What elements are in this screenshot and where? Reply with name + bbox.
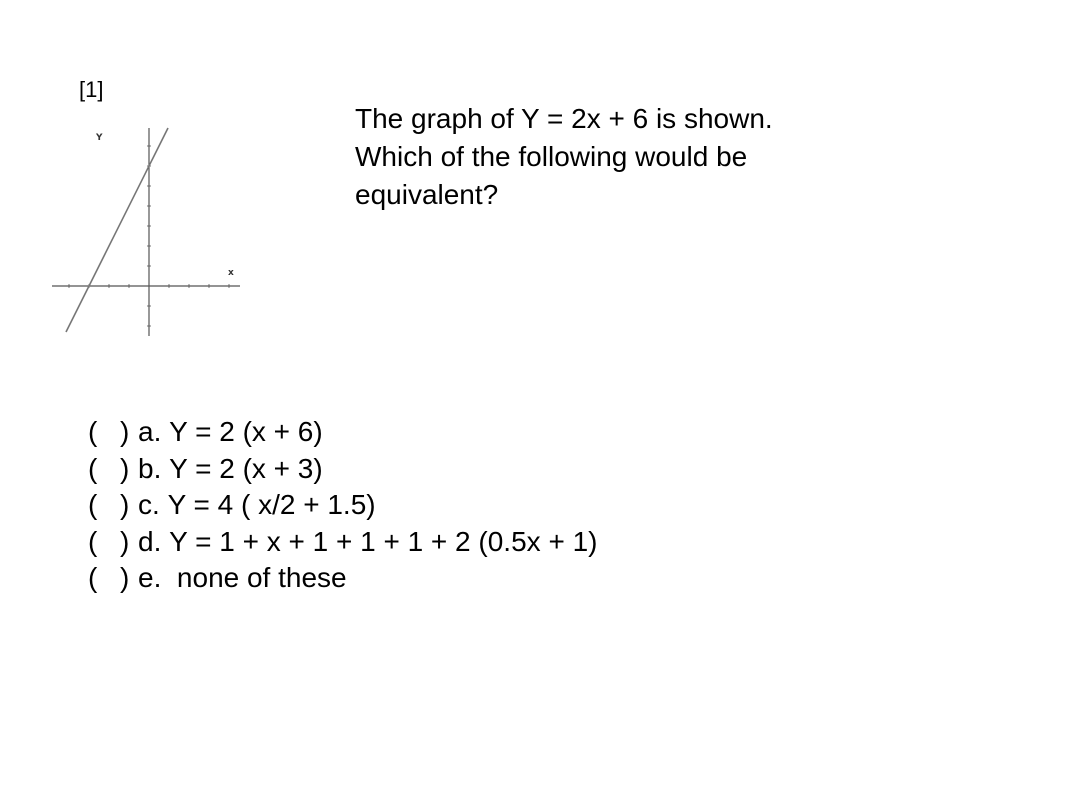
option-c-checkbox-open: (: [88, 489, 98, 520]
graph-figure: [50, 124, 250, 340]
question-number: [1]: [79, 77, 104, 102]
option-a-checkbox-open: (: [88, 416, 98, 447]
option-b-checkbox-open: (: [88, 452, 98, 484]
option-c[interactable]: [88, 487, 597, 524]
option-a-checkbox-close: ): [120, 416, 130, 447]
option-b-text: Y = 2 (x + 3): [169, 452, 323, 484]
graph-line: [66, 128, 168, 332]
option-d-text: Y = 1 + x + 1 + 1 + 1 + 2 (0.5x + 1): [169, 525, 598, 557]
option-e-text: none of these: [169, 562, 347, 593]
option-a-text: Y = 2 (x + 6): [169, 416, 323, 447]
option-a-letter: a.: [138, 416, 162, 447]
option-d-checkbox-open: (: [88, 525, 98, 557]
x-axis-label: x: [228, 268, 234, 278]
question-line-3: equivalent?: [355, 179, 499, 210]
option-e[interactable]: [88, 560, 597, 597]
answer-options: [88, 414, 597, 597]
question-line-1: The graph of Y = 2x + 6 is shown.: [355, 103, 773, 134]
option-e-letter: e.: [138, 562, 162, 593]
option-c-checkbox-close: ): [120, 489, 130, 520]
option-b-checkbox-close: ): [120, 452, 130, 484]
question-line-2: Which of the following would be: [355, 141, 748, 172]
question-text: [355, 100, 955, 214]
option-d[interactable]: [88, 524, 597, 561]
option-d-letter: d.: [138, 525, 162, 557]
option-e-checkbox-open: (: [88, 562, 98, 593]
option-c-letter: c.: [138, 489, 160, 520]
option-d-checkbox-close: ): [120, 525, 130, 557]
option-b-letter: b.: [138, 452, 162, 484]
y-axis-label: Y: [96, 133, 103, 143]
option-b[interactable]: [88, 451, 597, 488]
option-c-text: Y = 4 ( x/2 + 1.5): [167, 489, 376, 520]
option-e-checkbox-close: ): [120, 562, 130, 593]
option-a[interactable]: [88, 414, 597, 451]
